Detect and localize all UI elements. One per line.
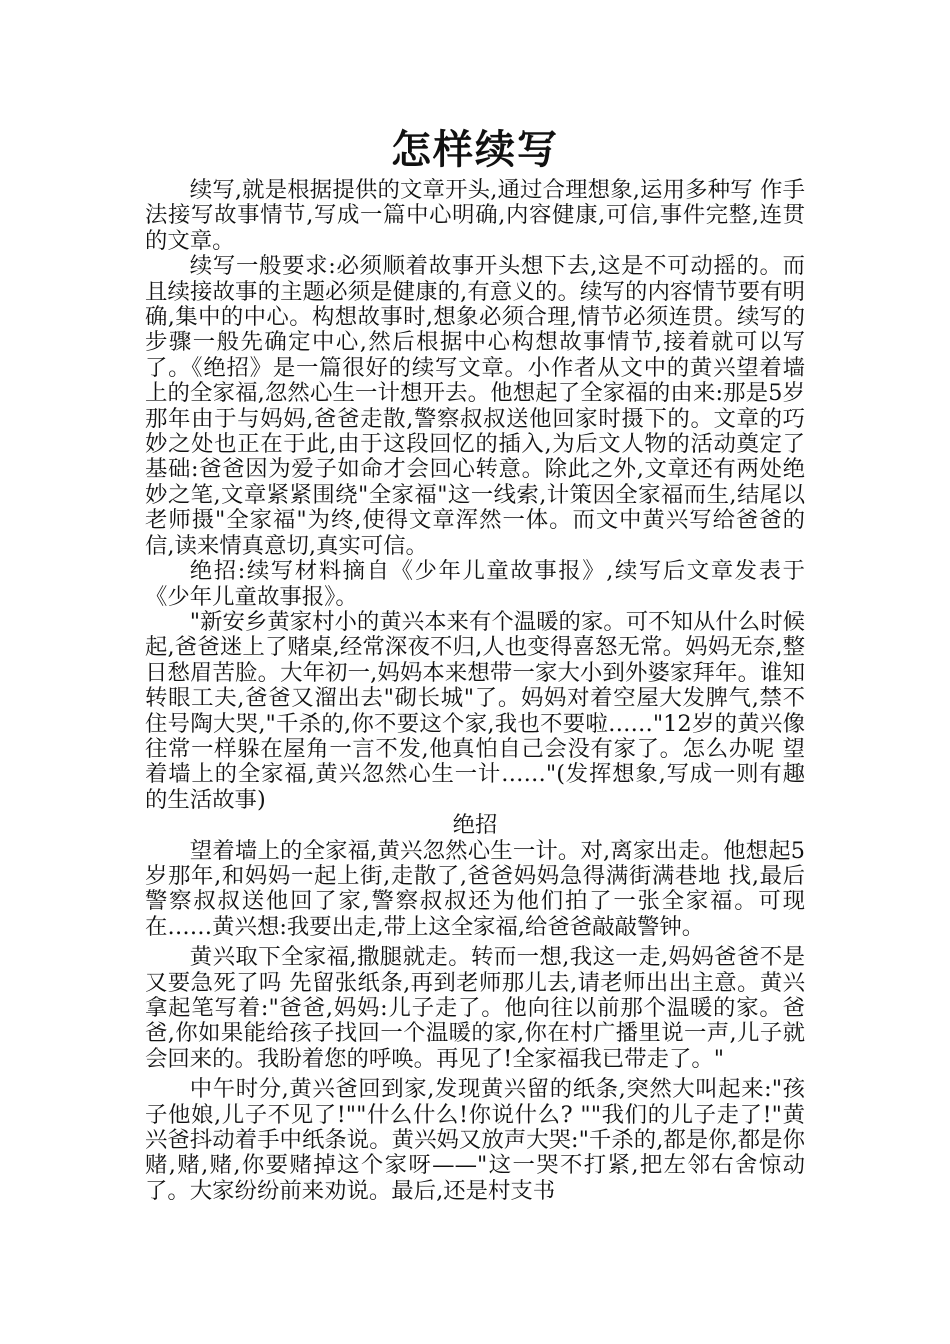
- document-body: [145, 178, 805, 1204]
- paragraph-definition: 续写,就是根据提供的文章开头,通过合理想象,运用多种写 作手法接写故事情节,写成一篇中心明确,内容健康,可信,事件完整,连贯的文章。: [145, 177, 805, 254]
- document-title: 怎样续写: [391, 126, 559, 173]
- story-paragraph: 黄兴取下全家福,撒腿就走。转而一想,我这一走,妈妈爸爸不是又要急死了吗 先留张纸条,再到老师那儿去,请老师出出主意。黄兴拿起笔写着:"爸爸,妈妈:儿子走了。他向往以前那个温暖的家。爸爸,你如果能给孩子找回一个温暖的家,你在村广播里说一声,儿子就会回来的。我盼着您的呼唤。再见了!全家福我已带走了。": [145, 944, 805, 1072]
- paragraph-requirements: 续写一般要求:必须顺着故事开头想下去,这是不可动摇的。而且续接故事的主题必须是健康的,有意义的。续写的内容情节要有明确,集中的中心。构想故事时,想象必须合理,情节必须连贯。续写的步骤一般先确定中心,然后根据中心构想故事情节,接着就可以写了。《绝招》是一篇很好的续写文章。小作者从文中的黄兴望着墙上的全家福,忽然心生一计想开去。他想起了全家福的由来:那是5岁那年由于与妈妈,爸爸走散,警察叔叔送他回家时摄下的。文章的巧妙之处也正在于此,由于这段回忆的插入,为后文人物的活动奠定了基础:爸爸因为爱子如命才会回心转意。除此之外,文章还有两处绝妙之笔,文章紧紧围绕"全家福"这一线索,计策因全家福而生,结尾以老师摄"全家福"为终,使得文章浑然一体。而文中黄兴写给爸爸的信,读来情真意切,真实可信。: [145, 253, 805, 559]
- story-heading: 绝招: [452, 812, 498, 839]
- document-page: [145, 122, 805, 1204]
- paragraph-prompt: "新安乡黄家村小的黄兴本来有个温暖的家。可不知从什么时候起,爸爸迷上了赌桌,经常深夜不归,人也变得喜怒无常。妈妈无奈,整日愁眉苦脸。大年初一,妈妈本来想带一家大小到外婆家拜年。谁知转眼工夫,爸爸又溜出去"砌长城"了。妈妈对着空屋大发脾气,禁不住号陶大哭,"千杀的,你不要这个家,我也不要啦……"12岁的黄兴像往常一样躲在屋角一言不发,他真怕自己会没有家了。怎么办呢 望着墙上的全家福,黄兴忽然心生一计……"(发挥想象,写成一则有趣的生活故事): [145, 608, 805, 813]
- story-paragraph: 中午时分,黄兴爸回到家,发现黄兴留的纸条,突然大叫起来:"孩子他娘,儿子不见了!""什么什么!你说什么? ""我们的儿子走了!"黄兴爸抖动着手中纸条说。黄兴妈又放声大哭:"千杀的,都是你,都是你赌,赌,赌,你要赌掉这个家呀——"这一哭不打紧,把左邻右舍惊动了。大家纷纷前来劝说。最后,还是村支书: [145, 1076, 805, 1204]
- paragraph-source: 绝招:续写材料摘自《少年儿童故事报》,续写后文章发表于《少年儿童故事报》。: [145, 558, 805, 610]
- story-paragraph: 望着墙上的全家福,黄兴忽然心生一计。对,离家出走。他想起5岁那年,和妈妈一起上街,走散了,爸爸妈妈急得满街满巷地 找,最后警察叔叔送他回了家,警察叔叔还为他们拍了一张全家福。可现在……黄兴想:我要出走,带上这全家福,给爸爸敲敲警钟。: [145, 837, 805, 940]
